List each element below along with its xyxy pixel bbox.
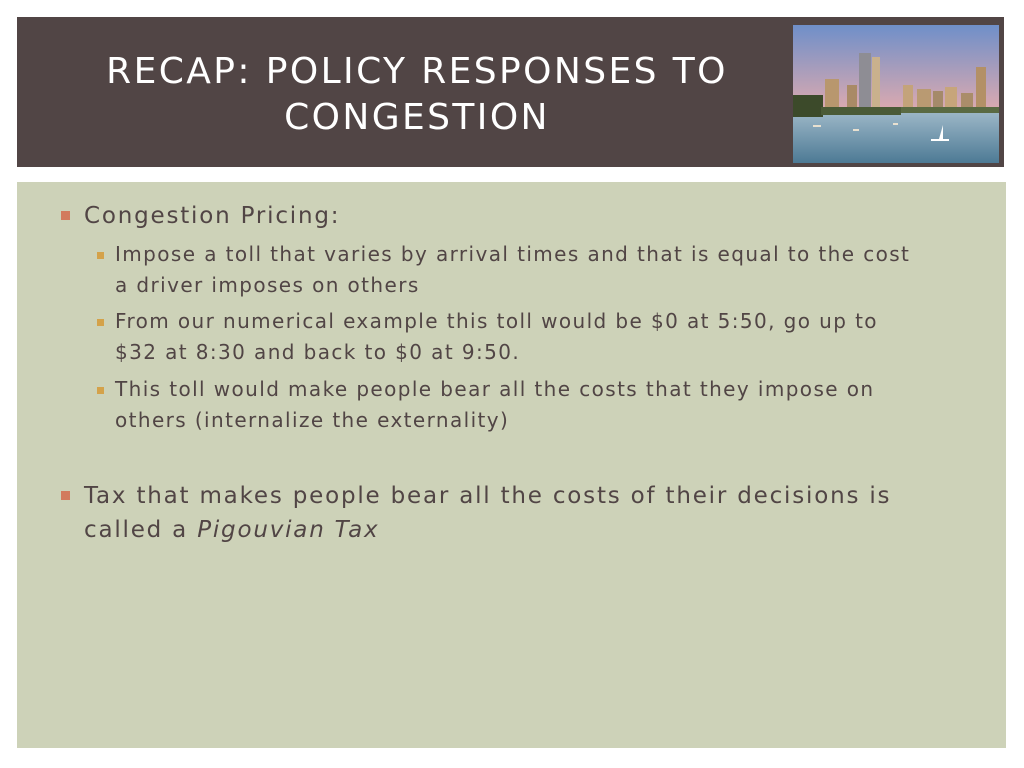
bullet-marker bbox=[61, 211, 70, 220]
slide-title: RECAP: POLICY RESPONSES TO CONGESTION bbox=[106, 51, 728, 138]
sub-bullet-marker bbox=[97, 252, 104, 259]
bullet-congestion-pricing: Congestion Pricing: bbox=[84, 203, 341, 229]
title-bar bbox=[17, 17, 1004, 167]
sub-bullet-marker bbox=[97, 387, 104, 394]
sub-bullet-marker bbox=[97, 319, 104, 326]
pigouvian-tax-term: Pigouvian Tax bbox=[197, 517, 380, 543]
pigouvian-line: called a Pigouvian Tax bbox=[84, 517, 380, 543]
content-panel: Congestion Pricing: Impose a toll that varies by arrival times and that is equal to the cost a driver imposes on others From our numerical example this toll would be $0 at 5:50, go up to $32 at 8:30 and back to $0 at 9:50. This toll would make people bear all the costs that they impose on others (internalize the externality) Tax that makes people bear all the costs of their decisions is called a Pigouvian Tax bbox=[17, 182, 1006, 748]
bullet-marker bbox=[61, 491, 70, 500]
boston-skyline-photo bbox=[793, 25, 999, 163]
